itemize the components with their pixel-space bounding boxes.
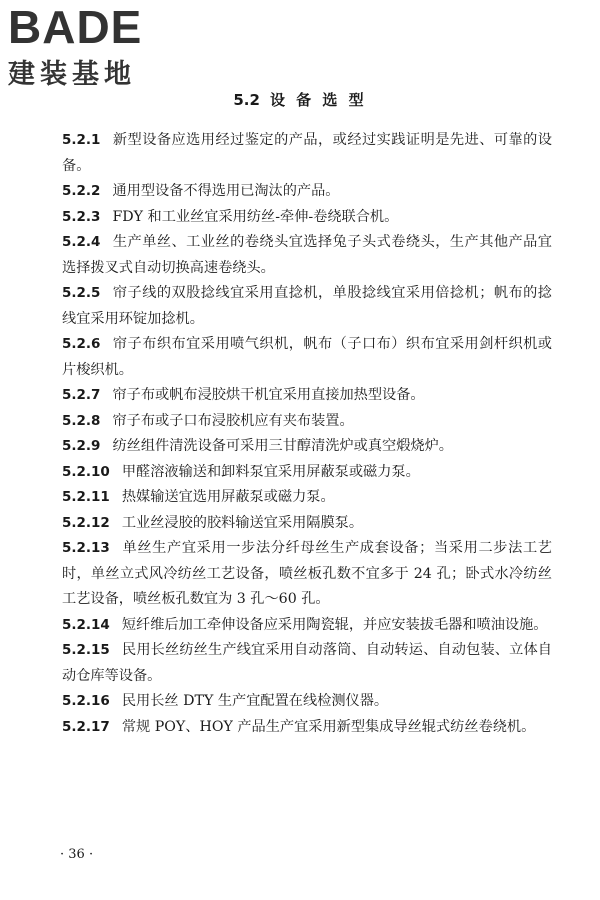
clause-list (62, 128, 552, 740)
clause-5-2-17 (62, 715, 552, 741)
clause-number: 5.2.12 (62, 514, 110, 531)
clause-5-2-9 (62, 434, 552, 460)
clause-number: 5.2.17 (62, 718, 110, 735)
clause-5-2-4 (62, 230, 552, 281)
logo-brand-text: BADE (8, 1, 143, 53)
clause-text: 单丝生产宜采用一步法分纤母丝生产成套设备；当采用二步法工艺时，单丝立式风冷纺丝工艺设备，喷丝板孔数不宜多于 24 孔；卧式水冷纺丝工艺设备，喷丝板孔数宜为 3 孔～60 孔。 (62, 540, 552, 607)
clause-5-2-16 (62, 689, 552, 715)
clause-number: 5.2.10 (62, 463, 110, 480)
clause-5-2-10 (62, 460, 552, 486)
clause-5-2-12 (62, 511, 552, 537)
clause-number: 5.2.2 (62, 183, 101, 199)
clause-5-2-13 (62, 536, 552, 613)
clause-number: 5.2.6 (62, 336, 101, 352)
clause-number: 5.2.7 (62, 387, 101, 403)
clause-text: 帘子线的双股捻线宜采用直捻机，单股捻线宜采用倍捻机；帆布的捻线宜采用环锭加捻机。 (62, 285, 552, 327)
clause-number: 5.2.3 (62, 208, 101, 225)
clause-text: 民用长丝 DTY 生产宜配置在线检测仪器。 (121, 693, 389, 709)
clause-text: 工业丝浸胶的胶料输送宜采用隔膜泵。 (121, 514, 364, 531)
clause-text: 生产单丝、工业丝的卷绕头宜选择兔子头式卷绕头，生产其他产品宜选择拨叉式自动切换高速卷绕头。 (62, 234, 552, 276)
clause-text: 纺丝组件清洗设备可采用三甘醇清洗炉或真空煅烧炉。 (112, 438, 453, 454)
clause-text: 常规 POY、HOY 产品生产宜采用新型集成导丝辊式纺丝卷绕机。 (121, 718, 536, 735)
clause-number: 5.2.11 (62, 489, 110, 505)
clause-text: FDY 和工业丝宜采用纺丝-牵伸-卷绕联合机。 (112, 208, 399, 225)
clause-number: 5.2.4 (62, 234, 101, 250)
clause-number: 5.2.15 (62, 642, 110, 658)
bade-logo (8, 1, 178, 92)
clause-text: 热媒输送宜选用屏蔽泵或磁力泵。 (121, 489, 335, 505)
clause-text: 新型设备应选用经过鉴定的产品，或经过实践证明是先进、可靠的设备。 (62, 132, 552, 174)
clause-5-2-11 (62, 485, 552, 511)
clause-text: 通用型设备不得选用已淘汰的产品。 (112, 183, 340, 199)
section-title-text: 设 备 选 型 (269, 91, 367, 109)
clause-5-2-15 (62, 638, 552, 689)
clause-text: 帘子布或帆布浸胶烘干机宜采用直接加热型设备。 (112, 387, 425, 403)
section-title (0, 88, 600, 112)
section-number: 5.2 (233, 91, 260, 109)
clause-5-2-3 (62, 205, 552, 231)
clause-5-2-8 (62, 409, 552, 435)
clause-number: 5.2.14 (62, 616, 110, 633)
clause-number: 5.2.16 (62, 693, 110, 709)
clause-text: 民用长丝纺丝生产线宜采用自动落筒、自动转运、自动包装、立体自动仓库等设备。 (62, 642, 552, 684)
page-number: · 36 · (60, 847, 94, 862)
clause-number: 5.2.9 (62, 438, 101, 454)
clause-number: 5.2.13 (62, 540, 110, 556)
clause-5-2-7 (62, 383, 552, 409)
logo-subtitle-text: 建装基地 (8, 59, 136, 90)
clause-5-2-14 (62, 613, 552, 639)
clause-text: 短纤维后加工牵伸设备应采用陶瓷辊，并应安装拔毛器和喷油设施。 (121, 616, 548, 633)
clause-text: 帘子布织布宜采用喷气织机，帆布（子口布）织布宜采用剑杆织机或片梭织机。 (62, 336, 552, 378)
clause-number: 5.2.1 (62, 132, 101, 148)
clause-5-2-5 (62, 281, 552, 332)
clause-number: 5.2.8 (62, 412, 101, 429)
clause-5-2-1 (62, 128, 552, 179)
clause-text: 帘子布或子口布浸胶机应有夹布装置。 (112, 412, 354, 429)
clause-5-2-2 (62, 179, 552, 205)
clause-text: 甲醛溶液输送和卸料泵宜采用屏蔽泵或磁力泵。 (121, 463, 420, 480)
clause-number: 5.2.5 (62, 285, 101, 301)
clause-5-2-6 (62, 332, 552, 383)
